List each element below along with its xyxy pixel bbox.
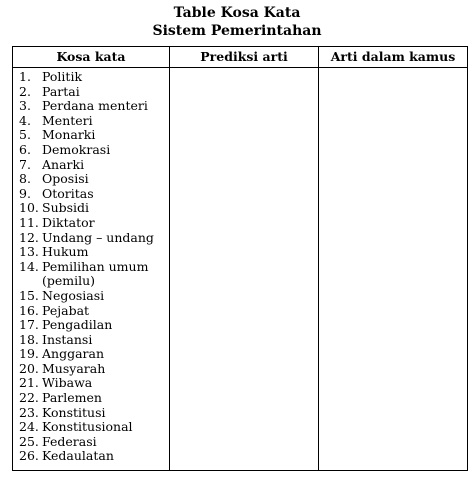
item-number: 22.	[19, 390, 39, 406]
list-item	[13, 260, 169, 289]
item-number: 4.	[19, 112, 31, 128]
list-item	[13, 391, 169, 406]
item-number: 17.	[19, 317, 39, 333]
item-word: Anarki	[42, 156, 85, 172]
item-number: 16.	[19, 302, 39, 318]
list-item	[13, 318, 169, 333]
item-word: Subsidi	[42, 200, 90, 216]
item-word: Negosiasi	[42, 287, 105, 303]
item-number: 8.	[19, 171, 31, 187]
list-item	[13, 376, 169, 391]
item-word: Parlemen	[42, 390, 102, 406]
item-number: 15.	[19, 287, 39, 303]
column-header-kosa-kata: Kosa kata	[13, 47, 170, 68]
item-number: 12.	[19, 229, 39, 245]
list-item	[13, 420, 169, 435]
vocabulary-cell	[13, 68, 170, 471]
item-word: Politik	[42, 69, 83, 84]
table-body-row	[13, 68, 468, 471]
item-number: 7.	[19, 156, 31, 172]
list-item	[13, 70, 169, 85]
list-item	[13, 362, 169, 377]
column-header-prediksi-arti: Prediksi arti	[170, 47, 319, 68]
item-word: Perdana menteri	[42, 98, 148, 114]
item-word: Instansi	[42, 331, 93, 347]
item-word: Menteri	[42, 112, 93, 128]
item-word: Otoritas	[42, 185, 94, 201]
item-number: 19.	[19, 346, 39, 362]
list-item	[13, 172, 169, 187]
item-number: 9.	[19, 185, 31, 201]
list-item	[13, 231, 169, 246]
item-number: 14.	[19, 258, 39, 274]
item-word: Demokrasi	[42, 141, 111, 157]
item-number: 13.	[19, 244, 39, 260]
list-item	[13, 289, 169, 304]
list-item	[13, 449, 169, 464]
list-item	[13, 114, 169, 129]
item-word: Pengadilan	[42, 317, 113, 333]
prediction-cell[interactable]	[170, 68, 319, 471]
item-number: 2.	[19, 83, 31, 99]
item-word: Wibawa	[42, 375, 93, 391]
item-word: Pemilihan umum (pemilu)	[42, 258, 149, 289]
item-word: Konstitusi	[42, 404, 106, 420]
item-number: 6.	[19, 141, 31, 157]
page-title: Table Kosa Kata	[173, 5, 301, 21]
list-item	[13, 333, 169, 348]
item-word: Pejabat	[42, 302, 90, 318]
list-item	[13, 128, 169, 143]
item-number: 11.	[19, 214, 39, 230]
list-item	[13, 435, 169, 450]
page-subtitle: Sistem Pemerintahan	[152, 23, 322, 39]
list-item	[13, 143, 169, 158]
item-word: Kedaulatan	[42, 448, 114, 464]
vocabulary-list	[13, 68, 169, 464]
list-item	[13, 99, 169, 114]
item-word: Partai	[42, 83, 80, 99]
list-item	[13, 201, 169, 216]
list-item	[13, 187, 169, 202]
item-word: Hukum	[42, 244, 89, 260]
item-number: 1.	[19, 69, 31, 84]
item-word: Federasi	[42, 433, 97, 449]
item-number: 10.	[19, 200, 39, 216]
item-word: Musyarah	[42, 360, 106, 376]
item-word: Konstitusional	[42, 419, 133, 435]
column-header-arti-dalam-kamus: Arti dalam kamus	[319, 47, 468, 68]
list-item	[13, 245, 169, 260]
list-item	[13, 85, 169, 100]
item-word: Undang – undang	[42, 229, 154, 245]
list-item	[13, 216, 169, 231]
item-word: Anggaran	[42, 346, 105, 362]
item-number: 3.	[19, 98, 31, 114]
list-item	[13, 347, 169, 362]
list-item	[13, 304, 169, 319]
dictionary-meaning-cell[interactable]	[319, 68, 468, 471]
item-number: 24.	[19, 419, 39, 435]
item-number: 23.	[19, 404, 39, 420]
item-number: 18.	[19, 331, 39, 347]
item-word: Oposisi	[42, 171, 89, 187]
list-item	[13, 158, 169, 173]
vocabulary-table	[12, 46, 468, 471]
list-item	[13, 406, 169, 421]
item-number: 26.	[19, 448, 39, 464]
item-number: 20.	[19, 360, 39, 376]
item-number: 21.	[19, 375, 39, 391]
item-number: 5.	[19, 127, 31, 143]
item-number: 25.	[19, 433, 39, 449]
item-word: Monarki	[42, 127, 96, 143]
item-word: Diktator	[42, 214, 95, 230]
table-header-row	[13, 47, 468, 68]
